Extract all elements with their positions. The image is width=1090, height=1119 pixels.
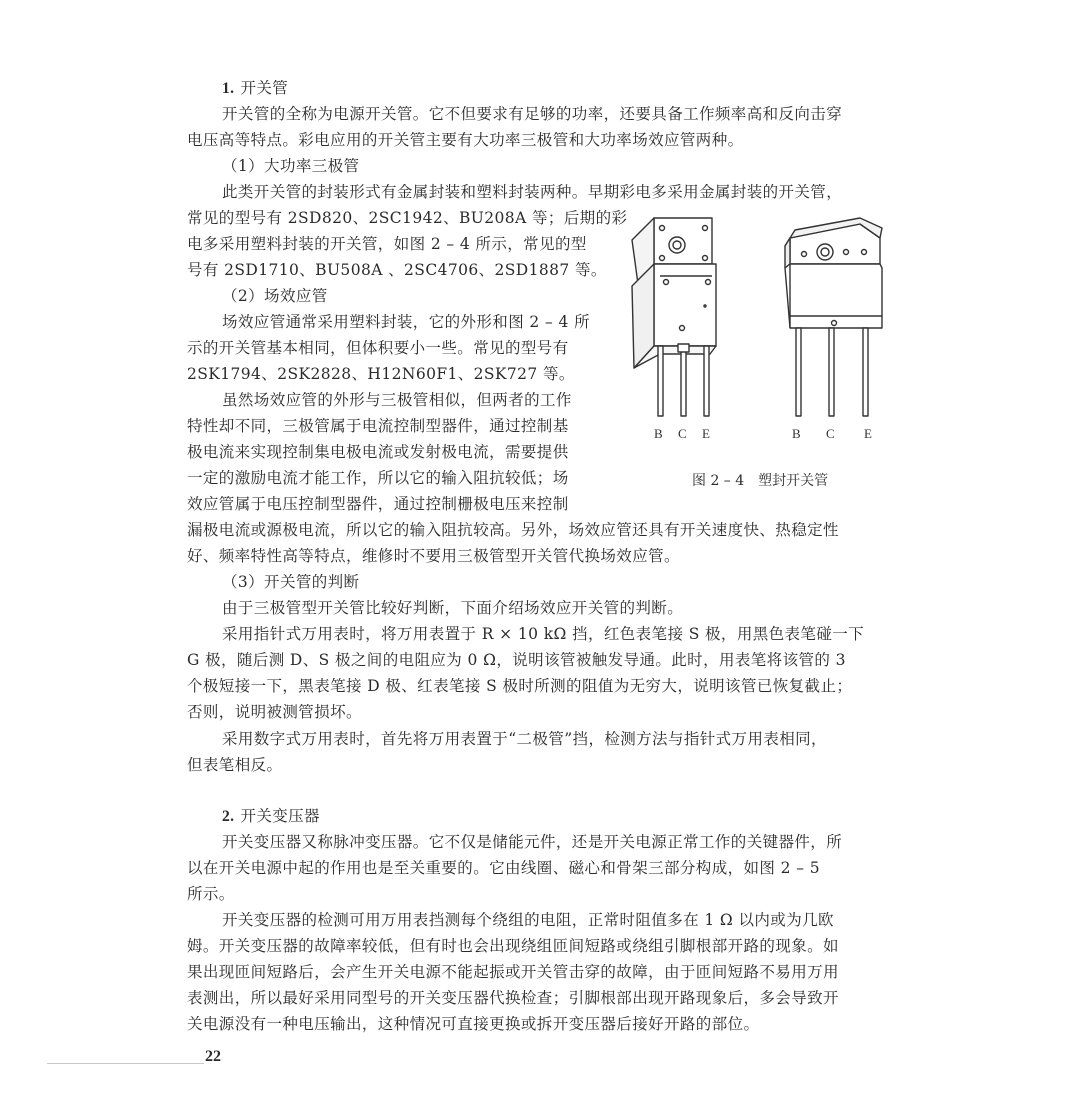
text-line: 由于三极管型开关管比较好判断，下面介绍场效应开关管的判断。 <box>222 599 684 617</box>
pin-label-right-e: E <box>864 426 872 441</box>
text-line: 姆。开关变压器的故障率较低，但有时也会出现绕组匝间短路或绕组引脚根部开路的现象。如 <box>187 937 839 955</box>
text-line: 开关变压器的检测可用万用表挡测每个绕组的电阻，正常时阻值多在 1 Ω 以内或为几欧 <box>222 911 834 929</box>
text-line: 场效应管通常采用塑料封装，它的外形和图 2 – 4 所 <box>222 313 590 331</box>
footer-rule <box>47 1063 204 1064</box>
text-line: 一定的激励电流才能工作，所以它的输入阻抗较低；场 <box>187 469 569 487</box>
pin-label-left-c: C <box>678 426 687 441</box>
subheading-1: （1）大功率三极管 <box>222 157 360 175</box>
subheading-3: （3）开关管的判断 <box>222 573 360 591</box>
text-line: 特性却不同，三极管属于电流控制型器件，通过控制基 <box>187 417 569 435</box>
pin-label-right-c: C <box>826 426 835 441</box>
text-line: 采用数字式万用表时，首先将万用表置于“二极管”挡，检测方法与指针式万用表相同， <box>222 730 827 748</box>
text-line: 极电流来实现控制集电极电流或发射极电流，需要提供 <box>187 443 569 461</box>
subheading-2: （2）场效应管 <box>222 287 328 305</box>
section1-heading: 1. 开关管 <box>222 79 289 97</box>
text-line: 示的开关管基本相同，但体积要小一些。常见的型号有 <box>187 339 569 357</box>
text-line: 表测出，所以最好采用同型号的开关变压器代换检查；引脚根部出现开路现象后，多会导致开 <box>187 989 839 1007</box>
text-line: 否则，说明被测管损坏。 <box>187 703 362 721</box>
transistor-right-illustration <box>785 218 882 416</box>
pin-label-left-b: B <box>654 426 663 441</box>
text-line: 所示。 <box>187 885 235 903</box>
text-line: 2SK1794、2SK2828、H12N60F1、2SK727 等。 <box>187 365 575 383</box>
text-line: 效应管属于电压控制型器件，通过控制栅极电压来控制 <box>187 495 569 513</box>
text-line: G 极，随后测 D、S 极之间的电阻应为 0 Ω，说明该管被触发导通。此时，用表笔将该管的 3 <box>187 651 846 669</box>
text-line: 个极短接一下，黑表笔接 D 极、红表笔接 S 极时所测的阻值为无穷大，说明该管已恢复截止； <box>187 677 853 695</box>
text-line: 以在开关电源中起的作用也是至关重要的。它由线圈、磁心和骨架三部分构成，如图 2 – 5 <box>187 859 820 877</box>
figure-transistors <box>620 196 910 466</box>
text-line: 果出现匝间短路后，会产生开关电源不能起振或开关管击穿的故障，由于匝间短路不易用万用 <box>187 963 839 981</box>
text-line: 好、频率特性高等特点，维修时不要用三极管型开关管代换场效应管。 <box>187 547 680 565</box>
text-line: 开关管的全称为电源开关管。它不但要求有足够的功率，还要具备工作频率高和反向击穿 <box>222 105 843 123</box>
text-line: 电多采用塑料封装的开关管，如图 2 – 4 所示，常见的型 <box>187 235 587 253</box>
transistor-left-illustration <box>632 218 716 416</box>
text-line: 号有 2SD1710、BU508A 、2SC4706、2SD1887 等。 <box>187 261 607 279</box>
section2-heading: 2. 开关变压器 <box>222 807 320 825</box>
text-line: 漏极电流或源极电流，所以它的输入阻抗较高。另外，场效应管还具有开关速度快、热稳定性 <box>187 521 839 539</box>
text-line: 关电源没有一种电压输出，这种情况可直接更换或拆开变压器后接好开路的部位。 <box>187 1015 760 1033</box>
pin-label-right-b: B <box>792 426 801 441</box>
figure-caption: 图 2 – 4 塑封开关管 <box>692 473 829 489</box>
text-line: 常见的型号有 2SD820、2SC1942、BU208A 等；后期的彩 <box>187 209 628 227</box>
text-line: 开关变压器又称脉冲变压器。它不仅是储能元件，还是开关电源正常工作的关键器件，所 <box>222 833 843 851</box>
page-number: 22 <box>205 1048 221 1065</box>
text-line: 采用指针式万用表时，将万用表置于 R × 10 kΩ 挡，红色表笔接 S 极，用黑色表笔碰一下 <box>222 625 865 643</box>
text-line: 电压高等特点。彩电应用的开关管主要有大功率三极管和大功率场效应管两种。 <box>187 131 744 149</box>
pin-label-left-e: E <box>702 426 710 441</box>
text-line: 虽然场效应管的外形与三极管相似，但两者的工作 <box>222 391 572 409</box>
text-line: 此类开关管的封装形式有金属封装和塑料封装两种。早期彩电多采用金属封装的开关管， <box>222 183 843 201</box>
text-line: 但表笔相反。 <box>187 756 283 774</box>
